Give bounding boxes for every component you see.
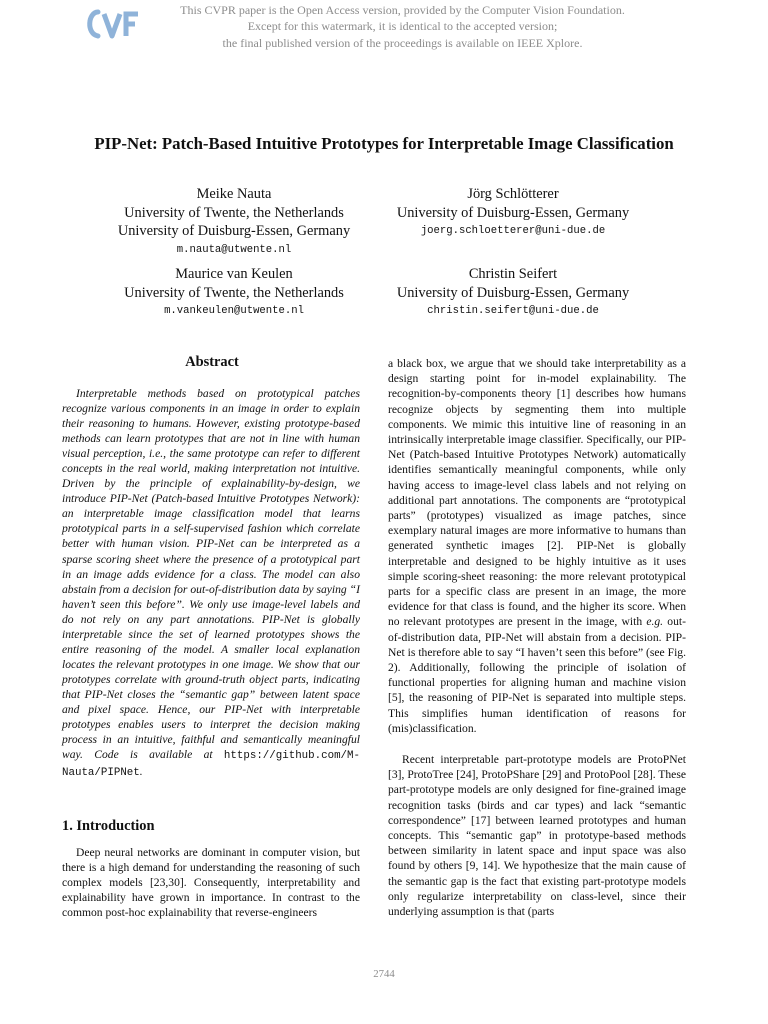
author-affiliation: University of Duisburg-Essen, Germany	[396, 284, 630, 301]
watermark	[150, 2, 655, 51]
author-name: Christin Seifert	[468, 266, 558, 282]
section-heading: 1. Introduction	[62, 818, 155, 834]
abstract-body: Interpretable methods based on prototypical patches recognize various components in an image in order to explain their reasoning to humans. However, existing prototype-based methods can learn prototypes that are not in line with human visual perception, i.e., the same prototype can refer to different concepts in the real world, making interpretation not intuitive. Driven by the principle of explainability-by-design, we introduce PIP-Net (Patch-based Intuitive Prototypes Network): an interpretable image classification model that learns prototypical parts in a self-supervised fashion which correlate better with human vision. PIP-Net can be interpreted as a sparse scoring sheet where the presence of a prototypical part in an image adds evidence for a class. The model can also abstain from a decision for out-of-distribution data by saying “I haven’t seen this before”. We only use image-level labels and do not rely on any part annotations. PIP-Net is globally interpretable since the set of learned prototypes shows the entire reasoning of the model. A smaller local explanation locates the relevant prototypes in one image. We show that our prototypes correlate with ground-truth object parts, indicating that PIP-Net closes the “semantic gap” between latent space and pixel space. Hence, our PIP-Net with interpretable prototypes enables users to interpret the decision making process in an intuitive, faithful and semantically meaningful way. Code is available at	[62, 387, 360, 762]
author-affiliation: University of Duisburg-Essen, Germany	[396, 204, 630, 221]
author-name: Maurice van Keulen	[175, 266, 293, 282]
author-block	[84, 265, 384, 321]
paper-title: PIP-Net: Patch-Based Intuitive Prototypes for Interpretable Image Classification	[94, 134, 674, 153]
author-block	[363, 185, 663, 241]
code-link[interactable]: https://github.com/M-Nauta/PIPNet	[62, 750, 360, 780]
page-number: 2744	[373, 968, 395, 980]
author-affiliation: University of Twente, the Netherlands	[124, 204, 344, 221]
author-email[interactable]: christin.seifert@uni-due.de	[427, 305, 599, 318]
author-affiliation: University of Twente, the Netherlands	[124, 284, 344, 301]
paragraph-text: a black box, we argue that we should take interpretability as a design starting point for in-model explainability. The recognition-by-components theory [1] describes how humans recognize objects by segmenting them into multiple components. We mimic this intuitive line of reasoning in an intrinsically interpretable image classifier. Specifically, our PIP-Net (Patch-based Intuitive Prototypes Network) automatically identifies semantically meaningful components, while only having access to image-level class labels and not relying on additional part annotations. The components are “prototypical parts” (prototypes) visualized as image patches, since exemplary natural images are more informative to humans than generated synthetic images [2]. PIP-Net is globally interpretable and designed to be highly intuitive as it uses simple scoring-sheet reasoning: the more relevant prototypical parts for a specific class are present in an image, the more evidence for that class is found, and the higher its score. When no relevant prototypes are present in the image, with	[388, 357, 686, 629]
abstract-text	[62, 386, 360, 781]
watermark-line: Except for this watermark, it is identical to the accepted version;	[247, 19, 558, 34]
intro-paragraph: Recent interpretable part-prototype models are ProtoPNet [3], ProtoTree [24], ProtoPShare [29] and ProtoPool [28]. These part-prototype models are only designed for fine-grained image recognition tasks (birds and car types) and lack “semantic correspondence” [17] between learned prototypes and human concepts. This “semantic gap” in prototype-based methods between similarity in latent space and input space was also found by others [9, 14]. We hypothesize that the main cause of the semantic gap is the fact that existing part-prototype models only regularize interpretability on class-level, since their underlying assumption is that (parts	[388, 753, 686, 919]
watermark-line: This CVPR paper is the Open Access version, provided by the Computer Vision Foundation.	[180, 3, 625, 17]
intro-paragraph	[388, 356, 686, 736]
paragraph-text: out-of-distribution data, PIP-Net will abstain from a decision. PIP-Net is therefore able to say “I haven’t seen this before” (see Fig. 2). Additionally, following the principle of isolation of functional properties for aligning human and machine vision [5], the reasoning of PIP-Net is separated into multiple steps. This simplifies human identification of reasons for (mis)classification.	[388, 615, 686, 735]
author-affiliation: University of Duisburg-Essen, Germany	[117, 223, 351, 240]
author-email[interactable]: joerg.schloetterer@uni-due.de	[420, 225, 606, 238]
author-block	[363, 265, 663, 321]
author-name: Meike Nauta	[196, 186, 272, 202]
eg-abbrev: e.g.	[646, 615, 664, 629]
intro-paragraph: Deep neural networks are dominant in computer vision, but there is a high demand for understanding the reasoning of such complex models [23,30]. Consequently, interpretability and explainability have grown in importance. In contrast to the common post-hoc explainability that reverse-engineers	[62, 846, 360, 920]
author-block	[84, 185, 384, 260]
cvf-logo-icon	[84, 4, 140, 44]
author-email[interactable]: m.nauta@utwente.nl	[176, 244, 292, 257]
author-name: Jörg Schlötterer	[467, 186, 559, 202]
abstract-end: .	[139, 765, 143, 779]
author-email[interactable]: m.vankeulen@utwente.nl	[164, 305, 304, 318]
watermark-line: the final published version of the proceedings is available on IEEE Xplore.	[222, 35, 583, 50]
abstract-heading: Abstract	[185, 354, 239, 370]
